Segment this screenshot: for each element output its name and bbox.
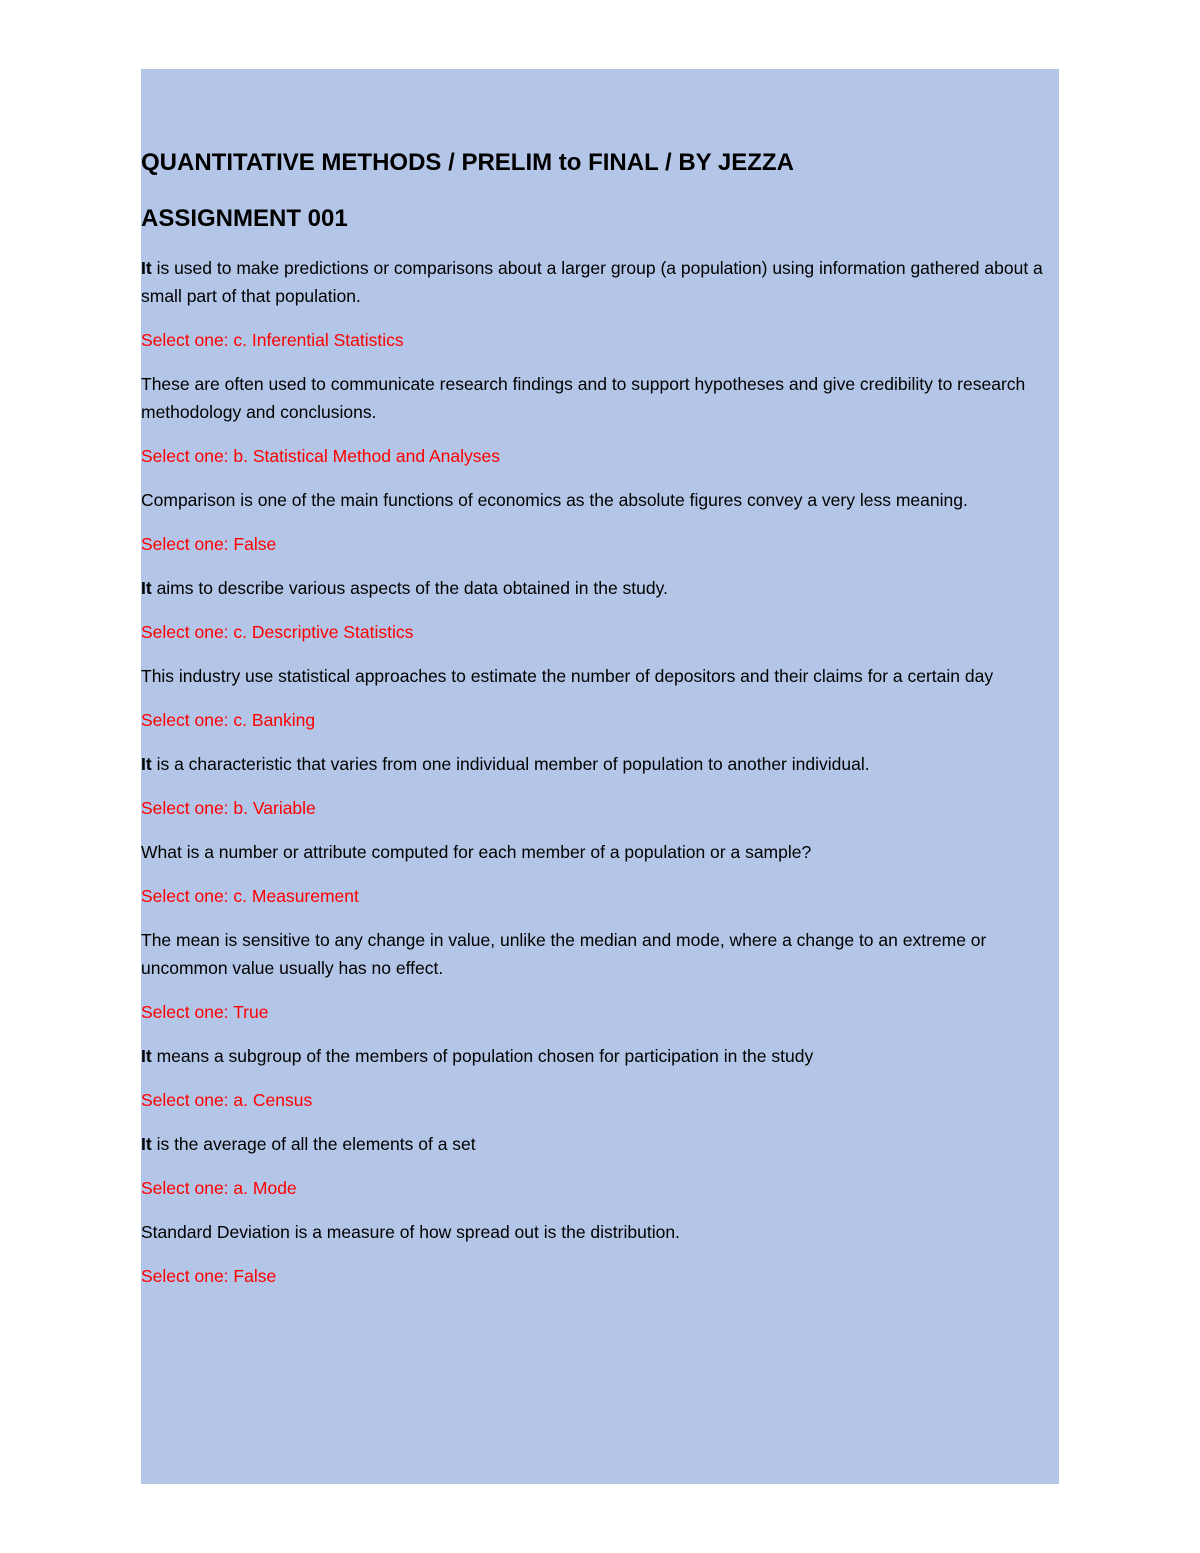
qa-item [141, 1130, 1063, 1202]
question-body: Standard Deviation is a measure of how spread out is the distribution. [141, 1222, 680, 1242]
qa-list [141, 254, 1063, 1290]
question-lead: It [141, 754, 152, 774]
qa-item [141, 926, 1063, 1026]
question-text [141, 574, 1063, 602]
qa-item [141, 1042, 1063, 1114]
answer-text: Select one: c. Inferential Statistics [141, 330, 404, 350]
answer-text: Select one: c. Descriptive Statistics [141, 622, 414, 642]
answer-text: Select one: c. Banking [141, 710, 316, 730]
question-text [141, 750, 1063, 778]
assignment-heading: ASSIGNMENT 001 [141, 205, 348, 232]
answer-text: Select one: b. Statistical Method and Analyses [141, 446, 500, 466]
question-body: aims to describe various aspects of the data obtained in the study. [151, 578, 668, 598]
question-body: is a characteristic that varies from one individual member of population to another individual. [151, 754, 870, 774]
question-text [141, 1130, 1063, 1158]
question-text [141, 254, 1063, 310]
qa-item [141, 750, 1063, 822]
question-lead: It [141, 1134, 152, 1154]
question-text [141, 486, 1063, 514]
question-body: is the average of all the elements of a set [151, 1134, 476, 1154]
question-body: What is a number or attribute computed for each member of a population or a sample? [141, 842, 812, 862]
question-text [141, 838, 1063, 866]
document-title: QUANTITATIVE METHODS / PRELIM to FINAL / BY JEZZA [141, 149, 794, 176]
answer-text: Select one: False [141, 534, 277, 554]
question-body: Comparison is one of the main functions of economics as the absolute figures convey a very less meaning. [141, 490, 968, 510]
question-body: The mean is sensitive to any change in value, unlike the median and mode, where a change to an extreme or uncommon value usually has no effect. [141, 930, 987, 978]
answer-text: Select one: True [141, 1002, 269, 1022]
answer-text: Select one: c. Measurement [141, 886, 359, 906]
question-lead: It [141, 258, 152, 278]
question-body: is used to make predictions or comparisons about a larger group (a population) using information gathered about a small part of that population. [141, 258, 1043, 306]
document-content [141, 148, 1063, 1306]
question-lead: It [141, 1046, 152, 1066]
answer-text: Select one: a. Census [141, 1090, 313, 1110]
qa-item [141, 254, 1063, 354]
qa-item [141, 370, 1063, 470]
answer-text: Select one: a. Mode [141, 1178, 297, 1198]
question-text [141, 662, 1063, 690]
question-body: These are often used to communicate research findings and to support hypotheses and give credibility to research methodology and conclusions. [141, 374, 1026, 422]
question-text [141, 926, 1063, 982]
qa-item [141, 838, 1063, 910]
question-body: means a subgroup of the members of population chosen for participation in the study [151, 1046, 814, 1066]
qa-item [141, 574, 1063, 646]
question-text [141, 1218, 1063, 1246]
qa-item [141, 486, 1063, 558]
answer-text: Select one: b. Variable [141, 798, 316, 818]
question-lead: It [141, 578, 152, 598]
qa-item [141, 662, 1063, 734]
question-text [141, 370, 1063, 426]
answer-text: Select one: False [141, 1266, 277, 1286]
question-text [141, 1042, 1063, 1070]
qa-item [141, 1218, 1063, 1290]
question-body: This industry use statistical approaches to estimate the number of depositors and their claims for a certain day [141, 666, 994, 686]
